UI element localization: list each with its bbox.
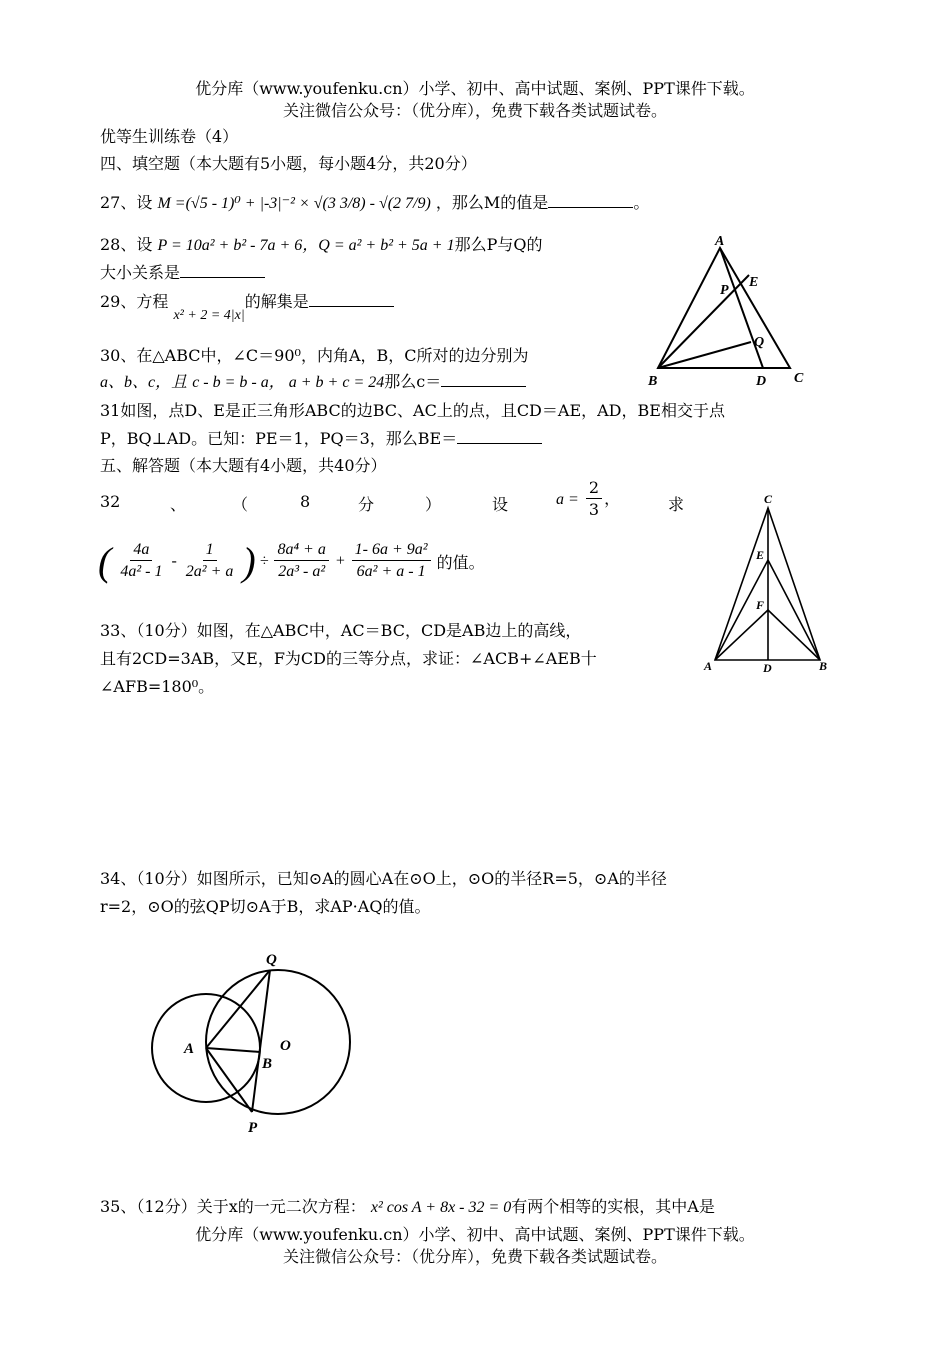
q32-f3-den: 2a³ - a² xyxy=(278,563,326,580)
q32-sep: 、 xyxy=(170,495,187,514)
q29 xyxy=(100,289,394,323)
q30-formula: c - b = b - a， a + b + c = 24 xyxy=(192,374,385,391)
q32-suffix: 的值。 xyxy=(436,553,485,572)
q32-unit: 分 xyxy=(358,495,375,514)
q32-frac2 xyxy=(183,540,237,583)
label-a: A xyxy=(184,1041,195,1057)
q33-line2: 且有2CD=3AB，又E，F为CD的三等分点，求证：∠ACB+∠AEB十 xyxy=(100,649,597,668)
q32-f4-num: 1- 6a + 9a² xyxy=(352,540,431,561)
q32-f1-den: 4a² - 1 xyxy=(120,563,163,580)
q31-line2-text: P，BQ⊥AD。已知：PE＝1，PQ＝3，那么BE＝ xyxy=(100,429,458,448)
q32-pts: 8 xyxy=(300,492,311,511)
q35-formula: x² cos A + 8x - 32 = 0 xyxy=(370,1199,512,1216)
label-d: D xyxy=(763,661,772,675)
q33-line3: ∠AFB=180⁰。 xyxy=(100,677,215,696)
circle-o xyxy=(206,970,350,1114)
q34-circles-figure xyxy=(140,940,370,1140)
q30-line1: 30、在△ABC中，∠C＝90⁰，内角A，B，C所对的边分别为 xyxy=(100,346,529,365)
q29-prefix: 29、方程 xyxy=(100,292,169,311)
q27-formula: M =(√5 - 1)⁰ + |-3|⁻² × √(3 3/8) - √(2 7/9) xyxy=(157,195,431,212)
q27 xyxy=(100,190,649,213)
segment-be xyxy=(658,275,749,368)
q30-vars: a、b、c，且 xyxy=(100,374,188,391)
label-b: B xyxy=(648,374,658,389)
q35 xyxy=(100,1194,715,1217)
q32-minus: - xyxy=(171,552,177,570)
q32-a-lhs: a = xyxy=(556,491,579,508)
q29-formula: x² + 2 = 4|x| xyxy=(173,308,245,323)
label-a: A xyxy=(715,234,725,249)
label-f: F xyxy=(756,598,765,612)
q32-div: ÷ xyxy=(259,552,269,570)
q28-line2 xyxy=(100,260,265,283)
paper-title: 优等生训练卷（4） xyxy=(100,127,239,146)
q32-ask: 求 xyxy=(668,495,685,514)
q28-blank[interactable] xyxy=(180,263,265,278)
q30-blank[interactable] xyxy=(441,372,526,387)
q32-comma: ， xyxy=(604,489,621,508)
q29-blank[interactable] xyxy=(309,292,394,307)
q35-prefix: 35、（12分）关于x的一元二次方程： xyxy=(100,1197,366,1216)
q33-triangle-figure xyxy=(700,490,835,680)
segment-ad xyxy=(720,248,763,368)
chord-qp xyxy=(252,970,273,1112)
section4-heading: 四、填空题（本大题有5小题，每小题4分，共20分） xyxy=(100,154,477,173)
q32-f2-num: 1 xyxy=(203,540,217,561)
label-q: Q xyxy=(754,335,765,350)
footer-line-1: 优分库（www.youfenku.cn）小学、初中、高中试题、案例、PPT课件下载。 xyxy=(195,1225,755,1244)
q32-frac4 xyxy=(352,540,431,583)
q32-lparen: ( xyxy=(98,539,112,584)
q31-line2 xyxy=(100,426,542,449)
label-q: Q xyxy=(266,952,277,968)
q31-triangle-figure xyxy=(640,230,820,390)
header-line-1: 优分库（www.youfenku.cn）小学、初中、高中试题、案例、PPT课件下载。 xyxy=(195,79,755,98)
footer-line-2: 关注微信公众号：（优分库），免费下载各类试题试卷。 xyxy=(282,1247,667,1266)
q32-plus: + xyxy=(334,552,346,570)
q32-f2-den: 2a² + a xyxy=(185,563,234,580)
q32-set: 设 xyxy=(492,495,509,514)
segment-ab xyxy=(206,1048,260,1052)
label-p: P xyxy=(248,1120,258,1136)
q28-formula: P = 10a² + b² - 7a + 6，Q = a² + b² + 5a + 1 xyxy=(157,237,455,254)
q32-f1-num: 4a xyxy=(130,540,152,561)
q33-line1: 33、（10分）如图，在△ABC中，AC＝BC，CD是AB边上的高线， xyxy=(100,621,582,640)
label-b: B xyxy=(262,1056,273,1072)
q32-a-num: 2 xyxy=(586,478,602,499)
q31-blank[interactable] xyxy=(457,429,542,444)
q30-suffix: 那么c＝ xyxy=(384,372,442,391)
q28-prefix: 28、设 xyxy=(100,235,153,254)
label-b: B xyxy=(819,659,828,673)
label-d: D xyxy=(756,374,767,389)
label-e: E xyxy=(749,275,759,290)
q27-blank[interactable] xyxy=(548,193,633,208)
label-c: C xyxy=(764,492,773,506)
q30-line2 xyxy=(100,369,526,392)
q34-line2: r=2，⊙O的弦QP切⊙A于B，求AP·AQ的值。 xyxy=(100,897,431,916)
segment-be xyxy=(768,560,820,660)
header-line-2: 关注微信公众号：（优分库），免费下载各类试题试卷。 xyxy=(282,101,667,120)
q32-f4-den: 6a² + a - 1 xyxy=(356,563,426,580)
q28-suffix: 那么P与Q的 xyxy=(454,235,543,254)
q31-line1: 31如图，点D、E是正三角形ABC的边BC、AC上的点，且CD＝AE，AD，BE相交于点 xyxy=(100,401,725,420)
label-o: O xyxy=(280,1038,291,1054)
label-a: A xyxy=(704,659,713,673)
q27-prefix: 27、设 xyxy=(100,193,153,212)
q32-rp: ） xyxy=(425,495,442,514)
q32-a-den: 3 xyxy=(588,500,600,519)
q28 xyxy=(100,232,543,255)
q32-rparen: ) xyxy=(242,539,256,584)
q32-lp: （ xyxy=(232,495,249,514)
q32-f3-num: 8a⁴ + a xyxy=(274,540,328,561)
q29-suffix: 的解集是 xyxy=(244,292,309,311)
q32-frac1 xyxy=(117,540,165,583)
q32-num: 32 xyxy=(100,492,121,511)
q28-line2-text: 大小关系是 xyxy=(100,263,181,282)
q34-line1: 34、（10分）如图所示，已知⊙A的圆心A在⊙O上，⊙O的半径R=5，⊙A的半径 xyxy=(100,869,667,888)
label-c: C xyxy=(794,371,804,386)
q32-a-def xyxy=(556,478,620,521)
label-p: P xyxy=(720,283,729,298)
q32-frac3 xyxy=(274,540,328,583)
label-e: E xyxy=(756,548,765,562)
q35-suffix: 有两个相等的实根，其中A是 xyxy=(511,1197,715,1216)
q32-a-frac xyxy=(586,478,602,521)
q27-end: 。 xyxy=(633,193,650,212)
section5-heading: 五、解答题（本大题有4小题，共40分） xyxy=(100,456,387,475)
q32-expression xyxy=(98,538,485,585)
q27-suffix: ，那么M的值是 xyxy=(435,193,549,212)
